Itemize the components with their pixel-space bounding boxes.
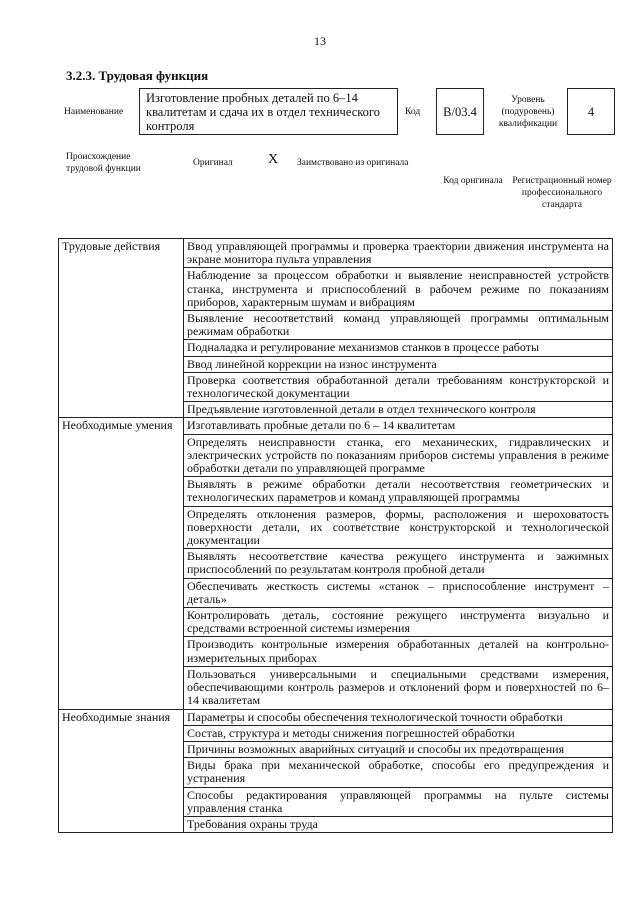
table-cell-item: Контролировать деталь, состояние режущего инструмента визуально и средствами встроенной системы измерения [184, 608, 613, 637]
table-cell-item: Определять неисправности станка, его механических, гидравлических и электрических устройств по показаниям приборов системы управления в режиме обработки детали по управляющей программе [184, 434, 613, 477]
origin-original: Оригинал [193, 158, 233, 168]
table-cell-item: Подналадка и регулирование механизмов станков в процессе работы [184, 340, 613, 356]
table-cell-item: Выявлять несоответствие качества режущего инструмента и зажимных приспособлений по результатам контроля пробной детали [184, 549, 613, 578]
table-cell-item: Способы редактирования управляющей программы на пульте системы управления станка [184, 787, 613, 816]
code-value: B/03.4 [443, 105, 477, 119]
table-cell-item: Выявление несоответствий команд управляющей программы оптимальным режимам обработки [184, 311, 613, 340]
table-cell-item: Причины возможных аварийных ситуаций и способы их предотвращения [184, 741, 613, 757]
table-cell-item: Виды брака при механической обработке, способы его предупреждения и устранения [184, 758, 613, 787]
function-table [58, 238, 613, 833]
table-cell-item: Пользоваться универсальными и специальными средствами измерения, обеспечивающими контроль размеров и отклонений форм и поверхностей по 6–14 квалитетам [184, 666, 613, 709]
section-heading: Необходимые умения [59, 418, 184, 709]
table-cell-item: Проверка соответствия обработанной детали требованиям конструкторской и технологической документации [184, 372, 613, 401]
table-cell-item: Требования охраны труда [184, 816, 613, 832]
origin-original-code: Код оригинала [443, 176, 503, 186]
table-cell-item: Обеспечивать жесткость системы «станок – приспособление инструмент – деталь» [184, 578, 613, 607]
table-cell-item: Наблюдение за процессом обработки и выявление неисправностей устройств станка, инструмента и приспособлений в рабочем режиме по показаниям приборов, характерным шумам и вибрациям [184, 268, 613, 311]
name-value: Изготовление пробных деталей по 6–14 квалитетам и сдача их в отдел технического контроля [146, 91, 381, 133]
origin-mark: X [268, 152, 279, 167]
table-cell-item: Предъявление изготовленной детали в отдел технического контроля [184, 402, 613, 418]
section-heading: Трудовые действия [59, 239, 184, 418]
code-value-box [436, 88, 484, 135]
section-heading: Необходимые знания [59, 709, 184, 833]
table-cell-item: Состав, структура и методы снижения погрешностей обработки [184, 725, 613, 741]
origin-borrowed: Заимствовано из оригинала [297, 158, 409, 168]
level-value: 4 [587, 105, 595, 119]
table-cell-item: Ввод управляющей программы и проверка траектории движения инструмента на экране монитора пульта управления [184, 239, 613, 268]
level-value-box [567, 88, 615, 135]
table-cell-item: Производить контрольные измерения обработанных деталей на контрольно-измерительных приборах [184, 637, 613, 666]
table-row [59, 239, 613, 268]
table-cell-item: Изготавливать пробные детали по 6 – 14 квалитетам [184, 418, 613, 434]
table-row [59, 418, 613, 434]
table-cell-item: Параметры и способы обеспечения технологической точности обработки [184, 709, 613, 725]
section-title: 3.2.3. Трудовая функция [66, 68, 209, 83]
level-label: Уровень (подуровень) квалификации [498, 95, 558, 129]
function-table-body [59, 239, 613, 833]
origin-reg-number: Регистрационный номер профессионального стандарта [512, 176, 612, 210]
origin-label: Происхождение трудовой функции [66, 152, 141, 174]
table-cell-item: Ввод линейной коррекции на износ инструмента [184, 356, 613, 372]
name-value-box [139, 88, 398, 135]
table-row [59, 709, 613, 725]
name-label: Наименование [64, 107, 124, 117]
page-number: 13 [314, 34, 326, 48]
table-cell-item: Выявлять в режиме обработки детали несоответствия геометрических и технологических параметров и команд управляющей программы [184, 477, 613, 506]
table-cell-item: Определять отклонения размеров, формы, расположения и шероховатость поверхности детали, их соответствие конструкторской и технологической документации [184, 506, 613, 549]
code-label: Код [405, 107, 421, 117]
